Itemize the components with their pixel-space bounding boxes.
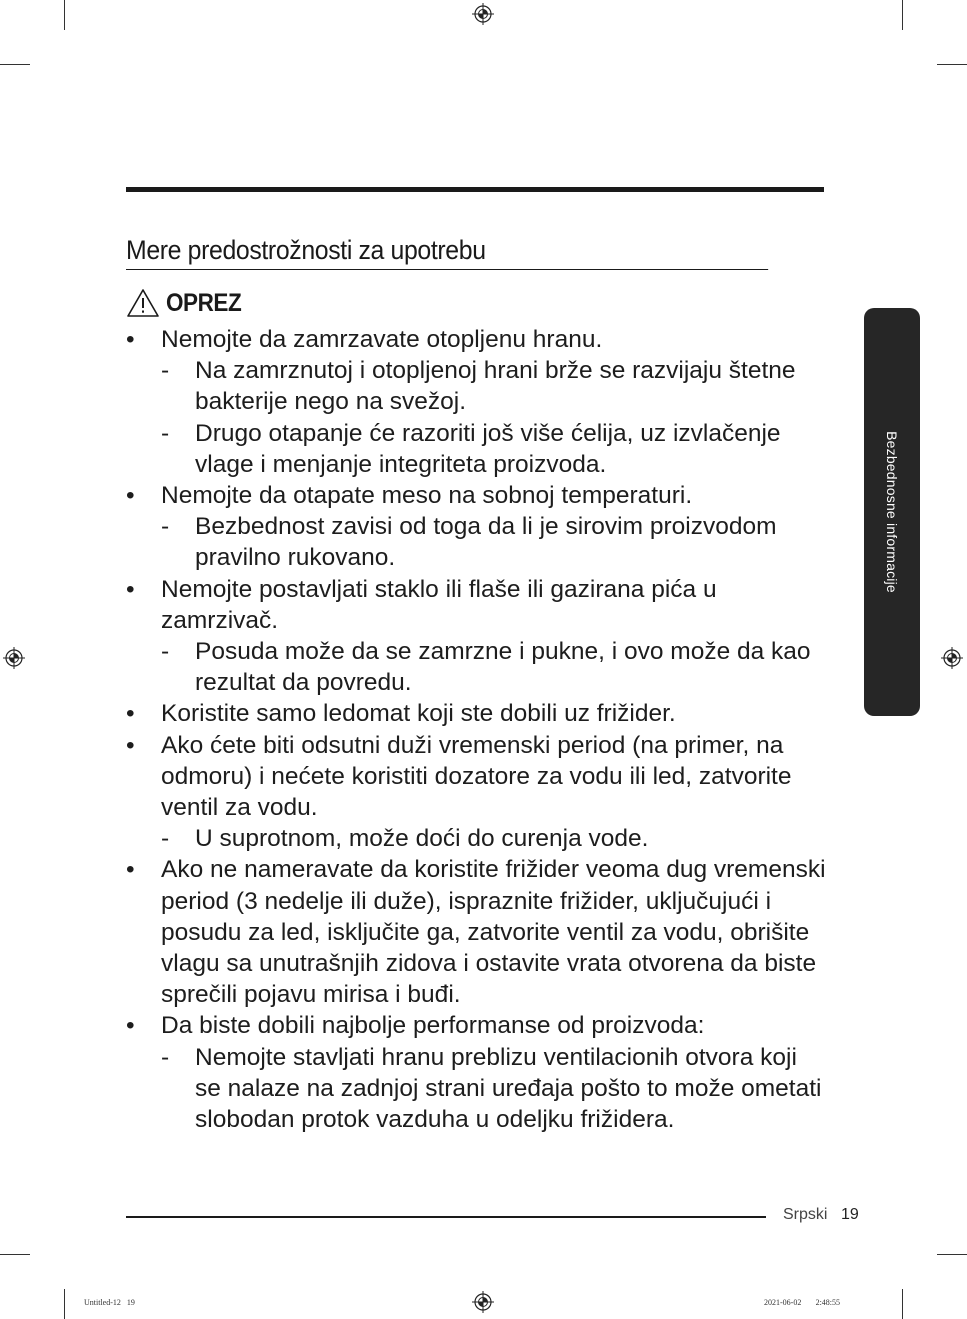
crop-mark xyxy=(64,1289,65,1319)
list-item-text: Nemojte da zamrzavate otopljenu hranu. xyxy=(161,326,603,353)
footer-language: Srpski xyxy=(783,1206,828,1223)
dash: - xyxy=(161,1043,170,1071)
sub-item-text: Drugo otapanje će razoriti još više ćelija, uz izvlačenje vlage i menjanje integriteta proizvoda. xyxy=(195,419,781,478)
sub-item-text: Nemojte stavljati hranu preblizu ventilacionih otvora koji se nalaze na zadnjoj strani uređaja pošto to može ometati slobodan protok vazduha u odeljku frižidera. xyxy=(195,1043,822,1134)
section-title: Mere predostrožnosti za upotrebu xyxy=(126,232,768,270)
sub-item xyxy=(126,511,826,573)
caution-label: OPREZ xyxy=(166,288,242,317)
slug-file: Untitled-12 xyxy=(84,1298,121,1307)
crop-mark xyxy=(0,64,30,65)
registration-mark-icon xyxy=(472,1291,494,1313)
sub-item-text: Bezbednost zavisi od toga da li je sirovim proizvodom pravilno rukovano. xyxy=(195,513,777,572)
crop-mark xyxy=(902,0,903,30)
slug-time-prefix: 󰀀 xyxy=(807,1298,814,1307)
print-slug-file xyxy=(84,1298,135,1307)
sub-item xyxy=(126,418,826,480)
page-number: 19 xyxy=(841,1206,859,1223)
sub-item-text: U suprotnom, može doći do curenja vode. xyxy=(195,825,649,853)
registration-mark-icon xyxy=(941,647,963,669)
list-item xyxy=(126,324,826,355)
section-side-tab[interactable] xyxy=(864,308,920,716)
caution-list xyxy=(126,324,826,1135)
list-item-text: Ako ne nameravate da koristite frižider veoma dug vremenski period (3 nedelje ili duže), ispraznite frižider, uključujući i posudu za led, isključite ga, zatvorite ventil za vodu, obrišite vlagu sa unutrašnjih zidova i ostavite vrata otvorena da biste sprečili pojavu mirisa i buđi. xyxy=(161,856,826,1009)
bullet: • xyxy=(126,326,135,353)
dash: - xyxy=(161,419,170,447)
warning-triangle-icon xyxy=(126,288,160,318)
crop-mark xyxy=(64,0,65,30)
sub-item xyxy=(126,1042,826,1136)
footer-rule xyxy=(126,1216,766,1218)
crop-mark xyxy=(0,1254,30,1255)
list-item xyxy=(126,854,826,1010)
dash: - xyxy=(161,357,170,385)
list-item xyxy=(126,480,826,511)
slug-time: 2:48:55 xyxy=(815,1298,841,1307)
list-item-text: Koristite samo ledomat koji ste dobili uz frižider. xyxy=(161,700,676,728)
slug-page: 19 xyxy=(126,1298,135,1307)
list-item xyxy=(126,698,826,729)
list-item xyxy=(126,730,826,824)
sub-item-text: Posuda može da se zamrzne i pukne, i ovo može da kao rezultat da povredu. xyxy=(195,638,811,697)
list-item-text: Nemojte da otapate meso na sobnoj temperaturi. xyxy=(161,482,693,510)
bullet: • xyxy=(126,731,135,759)
dash: - xyxy=(161,638,170,666)
list-item xyxy=(126,1010,826,1041)
bullet: • xyxy=(126,1012,135,1040)
crop-mark xyxy=(937,64,967,65)
sub-item-text: Na zamrznutoj i otopljenoj hrani brže se razvijaju štetne bakterije nego na svežoj. xyxy=(195,357,796,416)
top-rule xyxy=(126,187,824,192)
bullet: • xyxy=(126,482,135,510)
crop-mark xyxy=(902,1289,903,1319)
registration-mark-icon xyxy=(472,3,494,25)
bullet: • xyxy=(126,700,135,728)
slug-date: 2021-06-02 xyxy=(764,1298,802,1307)
crop-mark xyxy=(937,1254,967,1255)
print-slug-date xyxy=(764,1298,840,1307)
list-item-text: Ako ćete biti odsutni duži vremenski period (na primer, na odmoru) i nećete koristiti dozatore za vodu ili led, zatvorite ventil za vodu. xyxy=(161,731,792,822)
caution-heading xyxy=(126,287,250,319)
side-tab-label: Bezbednosne informacije xyxy=(884,431,900,593)
bullet: • xyxy=(126,575,135,603)
dash: - xyxy=(161,825,170,853)
list-item-text: Da biste dobili najbolje performanse od proizvoda: xyxy=(161,1012,705,1040)
list-item-text: Nemojte postavljati staklo ili flaše ili gazirana pića u zamrzivač. xyxy=(161,575,717,634)
list-item xyxy=(126,574,826,636)
sub-item xyxy=(126,823,826,854)
bullet: • xyxy=(126,856,135,884)
registration-mark-icon xyxy=(3,647,25,669)
sub-item xyxy=(126,636,826,698)
sub-item xyxy=(126,355,826,417)
dash: - xyxy=(161,513,170,541)
